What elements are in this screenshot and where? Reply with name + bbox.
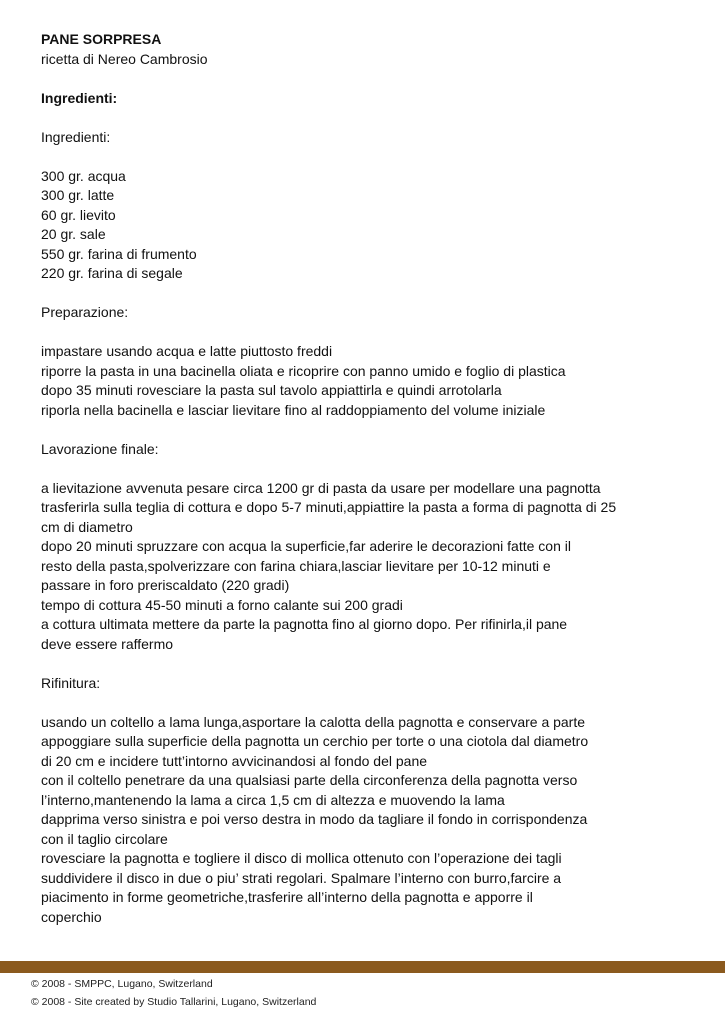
final-step: resto della pasta,spolverizzare con farina chiara,lasciar lievitare per 10-12 minuti e — [41, 557, 551, 574]
spacer — [41, 323, 701, 343]
final-step: passare in foro preriscaldato (220 gradi) — [41, 577, 290, 593]
ingredient-item: 60 gr. lievito — [41, 206, 116, 223]
recipe-title: PANE SORPRESA — [41, 31, 162, 47]
finishing-step: l’interno,mantenendo la lama a circa 1,5 cm di altezza e muovendo la lama — [41, 791, 505, 808]
finishing-step: con il taglio circolare — [41, 830, 168, 847]
finishing-step: suddividere il disco in due o piu’ strati regolari. Spalmare l’interno con burro,farcire a — [41, 869, 562, 886]
preparation-steps — [41, 342, 701, 420]
finishing-step: rovesciare la pagnotta e togliere il disco di mollica ottenuto con l’operazione dei tagli — [41, 850, 562, 866]
final-processing-steps — [41, 479, 701, 655]
finishing-step: usando un coltello a lama lunga,asportare la calotta della pagnotta e conservare a parte — [41, 713, 586, 730]
finishing-steps — [41, 713, 701, 928]
recipe-content — [41, 30, 701, 927]
ingredient-item: 220 gr. farina di segale — [41, 265, 183, 281]
preparation-step: impastare usando acqua e latte piuttosto freddi — [41, 343, 333, 359]
ingredients-heading: Ingredienti: — [41, 89, 118, 106]
ingredients-subheading: Ingredienti: — [41, 128, 111, 145]
spacer — [41, 693, 701, 713]
ingredient-item: 550 gr. farina di frumento — [41, 245, 197, 262]
preparation-step: dopo 35 minuti rovesciare la pasta sul tavolo appiattirla e quindi arrotolarla — [41, 382, 502, 398]
finishing-step: coperchio — [41, 908, 102, 925]
ingredient-item: 20 gr. sale — [41, 226, 106, 242]
preparation-step: riporre la pasta in una bacinella oliata e ricoprire con panno umido e foglio di plastica — [41, 362, 566, 379]
final-step: dopo 20 minuti spruzzare con acqua la superficie,far aderire le decorazioni fatte con il — [41, 538, 571, 554]
ingredients-list — [41, 167, 701, 284]
final-step: trasferirla sulla teglia di cottura e dopo 5-7 minuti,appiattire la pasta a forma di pagnotta di 25 — [41, 499, 617, 515]
preparation-heading: Preparazione: — [41, 304, 129, 320]
final-step: a lievitazione avvenuta pesare circa 1200 gr di pasta da usare per modellare una pagnotta — [41, 479, 601, 496]
ingredient-item: 300 gr. acqua — [41, 167, 126, 184]
final-step: tempo di cottura 45-50 minuti a forno calante sui 200 gradi — [41, 596, 403, 613]
final-step: deve essere raffermo — [41, 635, 174, 652]
finishing-heading: Rifinitura: — [41, 674, 101, 691]
finishing-step: piacimento in forme geometriche,trasferire all’interno della pagnotta e apporre il — [41, 889, 533, 905]
finishing-step: dapprima verso sinistra e poi verso destra in modo da tagliare il fondo in corrispondenza — [41, 811, 588, 827]
ingredient-item: 300 gr. latte — [41, 187, 115, 203]
finishing-step: con il coltello penetrare da una qualsiasi parte della circonferenza della pagnotta verso — [41, 772, 578, 788]
footer — [31, 975, 316, 1011]
final-step: cm di diametro — [41, 518, 133, 535]
preparation-step: riporla nella bacinella e lasciar lievitare fino al raddoppiamento del volume iniziale — [41, 401, 546, 418]
spacer — [41, 69, 701, 89]
footer-divider-bar — [0, 961, 725, 973]
spacer — [41, 459, 701, 479]
final-step: a cottura ultimata mettere da parte la pagnotta fino al giorno dopo. Per rifinirla,il pane — [41, 616, 568, 632]
spacer — [41, 420, 701, 440]
footer-credit: © 2008 - Site created by Studio Tallarini, Lugano, Switzerland — [31, 996, 317, 1008]
spacer — [41, 654, 701, 674]
finishing-step: appoggiare sulla superficie della pagnotta un cerchio per torte o una ciotola dal diametro — [41, 733, 589, 749]
spacer — [41, 108, 701, 128]
final-processing-heading: Lavorazione finale: — [41, 440, 159, 457]
spacer — [41, 147, 701, 167]
recipe-author: ricetta di Nereo Cambrosio — [41, 50, 208, 67]
footer-copyright: © 2008 - SMPPC, Lugano, Switzerland — [31, 978, 213, 990]
finishing-step: di 20 cm e incidere tutt’intorno avvicinandosi al fondo del pane — [41, 752, 428, 769]
spacer — [41, 284, 701, 304]
